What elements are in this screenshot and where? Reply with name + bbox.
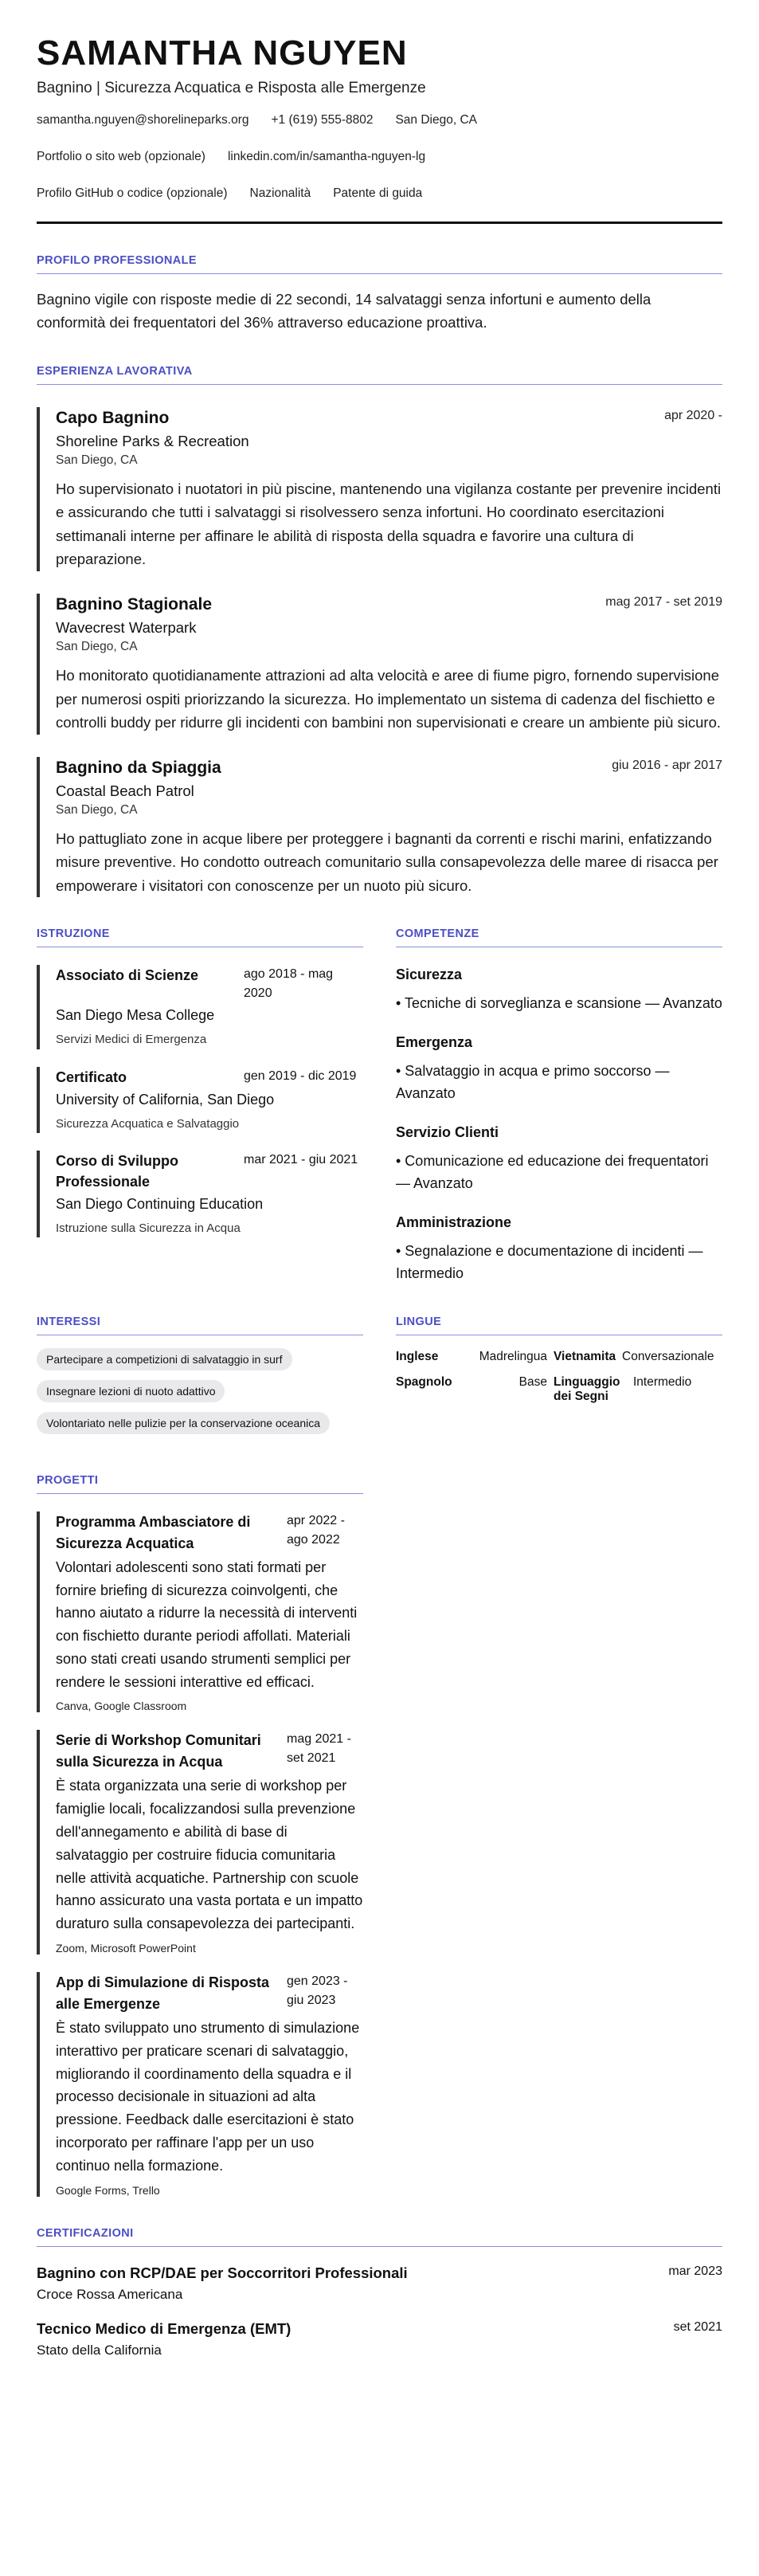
job-company: Coastal Beach Patrol bbox=[56, 782, 194, 799]
job-dates: mag 2017 - set 2019 bbox=[605, 594, 722, 609]
education-degree: Corso di Sviluppo Professionale bbox=[56, 1152, 179, 1190]
job-description: Ho pattugliato zone in acque libere per proteggere i bagnanti da correnti e rischi marini, enfatizzando misure preventive. Ho condotto outreach comunitario sulla consapevolezza delle maree di risacca per empowerare i visitatori con conoscenze per un nuoto più sicuro. bbox=[56, 829, 718, 894]
job-location: San Diego, CA bbox=[56, 639, 138, 653]
certification-date: set 2021 bbox=[673, 2319, 722, 2334]
job-dates: apr 2020 - bbox=[664, 408, 722, 422]
skill-category: Servizio Clienti bbox=[396, 1124, 499, 1141]
education-entry bbox=[37, 965, 363, 1049]
languages-grid bbox=[396, 1350, 722, 1404]
certification-issuer: Croce Rossa Americana bbox=[37, 2286, 183, 2302]
education-title: ISTRUZIONE bbox=[37, 927, 363, 947]
skill-item: • Comunicazione ed educazione dei frequentatori — Avanzato bbox=[396, 1153, 709, 1192]
project-dates: apr 2022 - ago 2022 bbox=[287, 1513, 345, 1547]
candidate-name: SAMANTHA NGUYEN bbox=[37, 33, 408, 73]
education-school: University of California, San Diego bbox=[56, 1091, 275, 1108]
education-school: San Diego Continuing Education bbox=[56, 1196, 264, 1213]
language-level: Base bbox=[518, 1374, 547, 1389]
education-entry bbox=[37, 1151, 363, 1237]
language-name: Inglese bbox=[396, 1349, 439, 1363]
language-level: Conversazionale bbox=[622, 1349, 714, 1363]
contact-driving-license: Patente di guida bbox=[333, 186, 423, 201]
projects-section bbox=[37, 1474, 363, 2197]
header-divider bbox=[37, 222, 722, 224]
contact-email[interactable]: samantha.nguyen@shorelineparks.org bbox=[37, 113, 249, 127]
language-name: Linguaggio dei Segni bbox=[554, 1374, 620, 1403]
contact-nationality: Nazionalità bbox=[249, 186, 311, 201]
education-skills-row bbox=[37, 897, 722, 1284]
interest-chip: Insegnare lezioni di nuoto adattivo bbox=[37, 1380, 225, 1402]
job-dates: giu 2016 - apr 2017 bbox=[612, 758, 722, 772]
job-location: San Diego, CA bbox=[56, 453, 138, 467]
education-dates: mar 2021 - giu 2021 bbox=[244, 1152, 358, 1166]
project-description: Volontari adolescenti sono stati formati per fornire briefing di sicurezza coinvolgenti, che hanno aiutato a ridurre la necessità di interventi con fischietto durante periodi affollati. Materiali sono stati creati usando strumenti semplici per rendere le sessioni interattive ed efficaci. bbox=[56, 1559, 358, 1690]
project-description: È stata organizzata una serie di workshop per famiglie locali, focalizzandosi sulla prevenzione dell'annegamento e abilità di base di salvataggio per costruire fiducia comunitaria nelle attività acquatiche. Partnership con scuole hanno assicurato una vasta portata e un impatto duraturo sulla consapevolezza dei partecipanti. bbox=[56, 1778, 363, 1932]
skill-category: Sicurezza bbox=[396, 966, 463, 983]
certification-entry bbox=[37, 2264, 722, 2303]
education-dates: ago 2018 - mag 2020 bbox=[244, 967, 334, 1001]
project-entry bbox=[37, 1511, 363, 1713]
education-section bbox=[37, 897, 363, 1284]
skill-item: • Segnalazione e documentazione di incidenti — Intermedio bbox=[396, 1242, 703, 1281]
certification-date: mar 2023 bbox=[668, 2264, 722, 2278]
education-degree: Associato di Scienze bbox=[56, 967, 199, 984]
education-degree: Certificato bbox=[56, 1068, 127, 1085]
job-entry bbox=[37, 407, 722, 571]
skill-group bbox=[396, 1214, 722, 1285]
contact-portfolio[interactable]: Portfolio o sito web (opzionale) bbox=[37, 150, 205, 164]
education-field: Istruzione sulla Sicurezza in Acqua bbox=[56, 1221, 241, 1235]
job-description: Ho monitorato quotidianamente attrazioni ad alta velocità e aree di fiume pigro, fornendo supervisione per numerosi ospiti priorizzando la sicurezza. Ho implementato un sistema di cadenza del fischietto e controlli buddy per ridurre gli incidenti con bambini non supervisionati e creare un ambiente più sicuro. bbox=[56, 666, 722, 731]
summary-text: Bagnino vigile con risposte medie di 22 secondi, 14 salvataggi senza infortuni e aumento della conformità dei frequentatori del 36% attraverso educazione proattiva. bbox=[37, 291, 651, 331]
job-location: San Diego, CA bbox=[56, 802, 138, 817]
skill-group bbox=[396, 1124, 722, 1195]
education-dates: gen 2019 - dic 2019 bbox=[244, 1068, 357, 1083]
project-tools: Google Forms, Trello bbox=[56, 2183, 160, 2197]
interest-chips bbox=[37, 1348, 363, 1444]
language-name: Spagnolo bbox=[396, 1374, 452, 1389]
project-tools: Canva, Google Classroom bbox=[56, 1700, 187, 1713]
job-company: Shoreline Parks & Recreation bbox=[56, 432, 249, 449]
interests-title: INTERESSI bbox=[37, 1315, 363, 1335]
language-level: Intermedio bbox=[633, 1374, 692, 1389]
education-field: Servizi Medici di Emergenza bbox=[56, 1033, 207, 1047]
contact-linkedin[interactable]: linkedin.com/in/samantha-nguyen-lg bbox=[227, 150, 426, 164]
contact-phone[interactable]: +1 (619) 555-8802 bbox=[271, 113, 374, 127]
job-title: Bagnino da Spiaggia bbox=[56, 758, 221, 777]
certification-name: Tecnico Medico di Emergenza (EMT) bbox=[37, 2319, 291, 2337]
project-title: App di Simulazione di Risposta alle Emergenze bbox=[56, 1974, 270, 2013]
languages-section bbox=[396, 1285, 722, 1444]
job-description: Ho supervisionato i nuotatori in più piscine, mantenendo una vigilanza costante per prevenire incidenti e assicurando che tutti i salvataggi si risolvessero senza infortuni. Ho coordinato esercitazioni settimanali interne per affinare le abilità di risposta della squadra e favorire una cultura di preparazione. bbox=[56, 480, 722, 568]
certifications-title: CERTIFICAZIONI bbox=[37, 2227, 722, 2247]
interests-section bbox=[37, 1285, 363, 1444]
job-entry bbox=[37, 594, 722, 735]
resume-header bbox=[37, 35, 722, 224]
experience-section bbox=[37, 365, 722, 898]
skill-item: • Salvataggio in acqua e primo soccorso — Avanzato bbox=[396, 1063, 670, 1102]
project-entry bbox=[37, 1730, 363, 1955]
job-entry bbox=[37, 757, 722, 898]
certification-entry bbox=[37, 2320, 722, 2358]
languages-title: LINGUE bbox=[396, 1315, 722, 1335]
skill-item: • Tecniche di sorveglianza e scansione — Avanzato bbox=[396, 995, 722, 1012]
education-school: San Diego Mesa College bbox=[56, 1007, 215, 1024]
job-company: Wavecrest Waterpark bbox=[56, 618, 197, 636]
project-entry bbox=[37, 1972, 363, 2197]
certification-issuer: Stato della California bbox=[37, 2342, 162, 2358]
education-field: Sicurezza Acquatica e Salvataggio bbox=[56, 1116, 240, 1131]
interest-chip: Volontariato nelle pulizie per la conservazione oceanica bbox=[37, 1412, 330, 1434]
summary-section bbox=[37, 254, 722, 334]
skills-section bbox=[396, 897, 722, 1284]
contact-info bbox=[37, 113, 722, 201]
projects-title: PROGETTI bbox=[37, 1474, 363, 1494]
skill-group bbox=[396, 966, 722, 1015]
summary-title: PROFILO PROFESSIONALE bbox=[37, 254, 722, 274]
skill-category: Amministrazione bbox=[396, 1214, 512, 1230]
skill-category: Emergenza bbox=[396, 1034, 473, 1051]
candidate-headline: Bagnino | Sicurezza Acquatica e Risposta alle Emergenze bbox=[37, 80, 426, 97]
language-name: Vietnamita bbox=[554, 1349, 616, 1363]
language-level: Madrelingua bbox=[479, 1349, 547, 1363]
project-description: È stato sviluppato uno strumento di simulazione interattivo per praticare scenari di salvataggio, migliorando il coordinamento della squadra e il processo decisionale in situazioni ad alta pressione. Feedback dalle esercitazioni è stato incorporato per raffinare l'app per un uso continuo nella formazione. bbox=[56, 2020, 360, 2174]
project-dates: mag 2021 - set 2021 bbox=[287, 1732, 351, 1766]
project-title: Serie di Workshop Comunitari sulla Sicurezza in Acqua bbox=[56, 1732, 261, 1770]
job-title: Bagnino Stagionale bbox=[56, 594, 213, 614]
job-title: Capo Bagnino bbox=[56, 408, 170, 427]
interests-languages-row bbox=[37, 1285, 722, 1444]
education-entry bbox=[37, 1067, 363, 1133]
project-dates: gen 2023 - giu 2023 bbox=[287, 1974, 348, 2008]
skills-title: COMPETENZE bbox=[396, 927, 722, 947]
project-tools: Zoom, Microsoft PowerPoint bbox=[56, 1942, 196, 1955]
certification-name: Bagnino con RCP/DAE per Soccorritori Professionali bbox=[37, 2264, 408, 2281]
certifications-section bbox=[37, 2227, 722, 2358]
contact-github[interactable]: Profilo GitHub o codice (opzionale) bbox=[37, 186, 228, 201]
contact-location: San Diego, CA bbox=[395, 113, 477, 127]
interest-chip: Partecipare a competizioni di salvataggio in surf bbox=[37, 1348, 292, 1370]
project-title: Programma Ambasciatore di Sicurezza Acquatica bbox=[56, 1513, 251, 1551]
experience-title: ESPERIENZA LAVORATIVA bbox=[37, 365, 722, 385]
skill-group bbox=[396, 1034, 722, 1105]
